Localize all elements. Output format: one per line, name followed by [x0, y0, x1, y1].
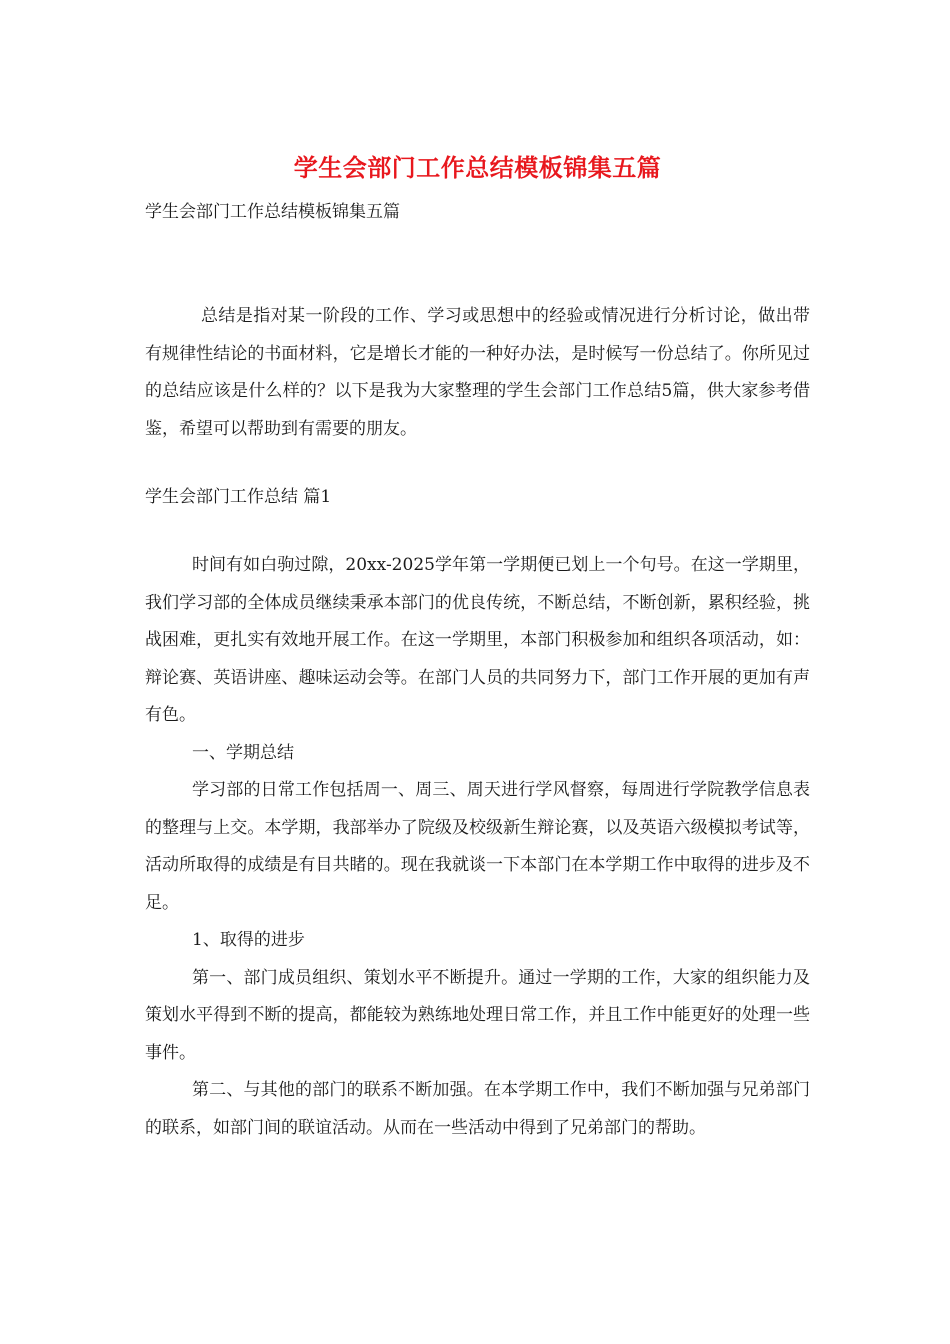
document-title: 学生会部门工作总结模板锦集五篇 [293, 153, 662, 182]
body-paragraph: 第一、部门成员组织、策划水平不断提升。通过一学期的工作，大家的组织能力及策划水平得到不断的提高，都能较为熟练地处理日常工作，并且工作中能更好的处理一些事件。 [145, 967, 810, 1063]
body-subheading: 1、取得的进步 [192, 930, 305, 950]
section-heading: 学生会部门工作总结 篇1 [145, 487, 332, 507]
body-paragraph: 第二、与其他的部门的联系不断加强。在本学期工作中，我们不断加强与兄弟部门的联系，如部门间的联谊活动。从而在一些活动中得到了兄弟部门的帮助。 [145, 1080, 810, 1138]
body-subheading: 一、学期总结 [192, 742, 294, 763]
document-body [145, 547, 810, 1147]
intro-paragraph: 总结是指对某一阶段的工作、学习或思想中的经验或情况进行分析讨论，做出带有规律性结论的书面材料，它是增长才能的一种好办法，是时候写一份总结了。你所见过的总结应该是什么样的？以下是我为大家整理的学生会部门工作总结5篇，供大家参考借鉴，希望可以帮助到有需要的朋友。 [145, 306, 810, 439]
body-paragraph: 时间有如白驹过隙，20xx-2025学年第一学期便已划上一个句号。在这一学期里，我们学习部的全体成员继续秉承本部门的优良传统，不断总结，不断创新，累积经验，挑战困难，更扎实有效地开展工作。在这一学期里，本部门积极参加和组织各项活动，如：辩论赛、英语讲座、趣味运动会等。在部门人员的共同努力下，部门工作开展的更加有声有色。 [145, 555, 810, 725]
document-subtitle: 学生会部门工作总结模板锦集五篇 [145, 202, 400, 222]
body-paragraph: 学习部的日常工作包括周一、周三、周天进行学风督察，每周进行学院教学信息表的整理与上交。本学期，我部举办了院级及校级新生辩论赛，以及英语六级模拟考试等，活动所取得的成绩是有目共睹的。现在我就谈一下本部门在本学期工作中取得的进步及不足。 [145, 780, 810, 913]
